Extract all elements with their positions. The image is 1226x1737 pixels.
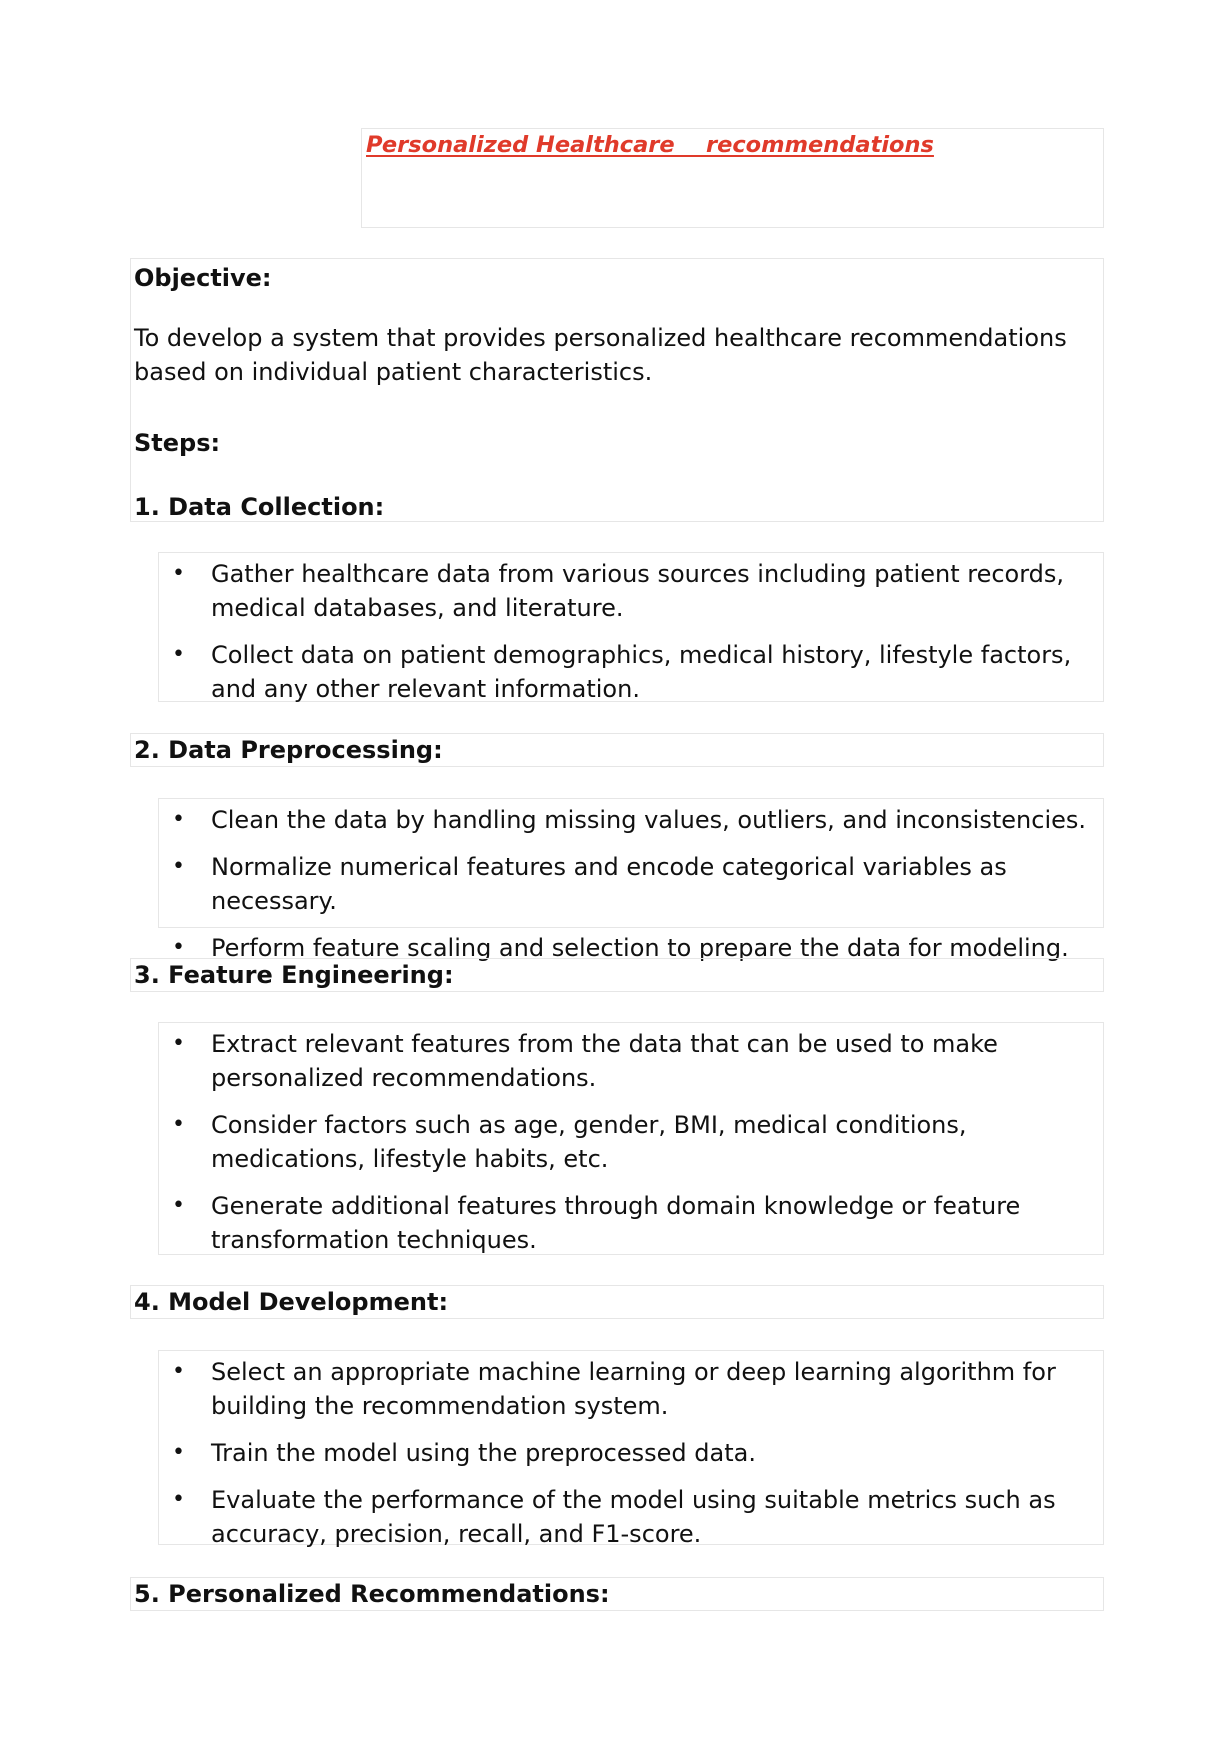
list-item-text: Normalize numerical features and encode categorical variables as necessary.: [211, 853, 1007, 915]
bullet-list: [159, 557, 1105, 719]
bullet-icon: •: [172, 1112, 185, 1137]
list-item-text: Evaluate the performance of the model using suitable metrics such as accuracy, precision, recall, and F1-score.: [211, 1486, 1056, 1548]
steps-heading: Steps:: [134, 429, 221, 457]
list-item: [159, 1355, 1105, 1423]
bullet-icon: •: [172, 1359, 185, 1384]
bullet-icon: •: [172, 1031, 185, 1056]
list-item: [159, 1108, 1105, 1176]
list-item: [159, 1189, 1105, 1257]
bullet-list-box: [158, 1350, 1104, 1548]
bullet-list: [159, 1027, 1105, 1270]
section-heading: 4. Model Development:: [134, 1288, 449, 1316]
bullet-icon: •: [172, 1440, 185, 1465]
list-item-text: Collect data on patient demographics, medical history, lifestyle factors, and any other relevant information.: [211, 641, 1072, 703]
list-item-text: Generate additional features through domain knowledge or feature transformation techniques.: [211, 1192, 1021, 1254]
section-heading: 2. Data Preprocessing:: [134, 736, 443, 764]
list-item-text: Select an appropriate machine learning or deep learning algorithm for building the recommendation system.: [211, 1358, 1056, 1420]
section-heading: 1. Data Collection:: [134, 493, 385, 521]
bullet-list: [159, 803, 1105, 978]
list-item: [159, 1483, 1105, 1551]
bullet-icon: •: [172, 1193, 185, 1218]
objective-text: To develop a system that provides personalized healthcare recommendations based on individual patient characteristics.: [134, 324, 1067, 386]
list-item-text: Clean the data by handling missing values, outliers, and inconsistencies.: [211, 806, 1087, 834]
list-item-text: Perform feature scaling and selection to prepare the data for modeling.: [211, 934, 1069, 962]
list-item: [159, 638, 1105, 706]
list-item: [159, 803, 1105, 837]
bullet-list: [159, 1355, 1105, 1564]
document-title: Personalized Healthcare recommendations: [366, 132, 934, 158]
list-item: [159, 1027, 1105, 1095]
bullet-list-box: [158, 798, 1104, 962]
bullet-icon: •: [172, 935, 185, 960]
list-item-text: Train the model using the preprocessed data.: [211, 1439, 756, 1467]
list-item-text: Extract relevant features from the data that can be used to make personalized recommendations.: [211, 1030, 998, 1092]
section-heading-box: [130, 1285, 1104, 1319]
list-item-text: Gather healthcare data from various sources including patient records, medical databases, and literature.: [211, 560, 1065, 622]
list-item: [159, 557, 1105, 625]
section-heading: 3. Feature Engineering:: [134, 961, 454, 989]
section-heading: 5. Personalized Recommendations:: [134, 1580, 610, 1608]
section-heading-box: [130, 1577, 1104, 1611]
intro-box: [130, 258, 1104, 522]
bullet-icon: •: [172, 642, 185, 667]
bullet-icon: •: [172, 561, 185, 586]
list-item-text: Consider factors such as age, gender, BMI, medical conditions, medications, lifestyle habits, etc.: [211, 1111, 967, 1173]
bullet-list-box: [158, 552, 1104, 702]
bullet-list-box: [158, 1022, 1104, 1255]
bullet-icon: •: [172, 854, 185, 879]
objective-heading: Objective:: [134, 264, 272, 292]
bullet-icon: •: [172, 1487, 185, 1512]
title-box: [361, 128, 1104, 228]
section-heading-box: [130, 733, 1104, 767]
list-item: [159, 1436, 1105, 1470]
bullet-icon: •: [172, 807, 185, 832]
section-heading-box: [130, 958, 1104, 992]
list-item: [159, 850, 1105, 918]
